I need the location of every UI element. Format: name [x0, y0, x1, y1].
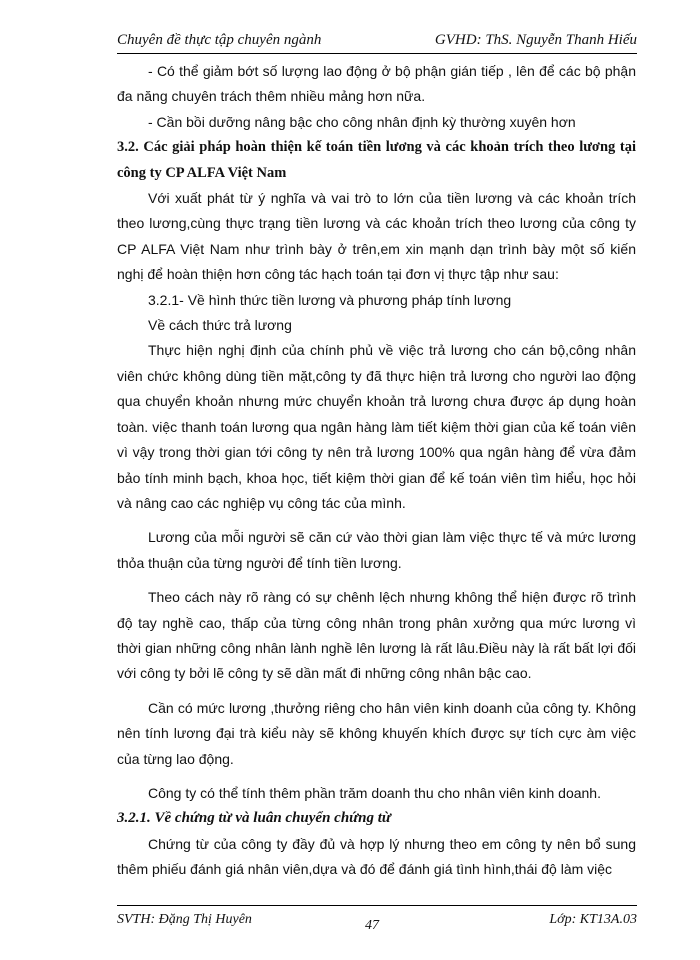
paragraph-salary-basis: Lương của mỗi người sẽ căn cứ vào thời gian làm việc thực tế và mức lương thỏa thuận của từng người để tính tiền lương.	[117, 529, 636, 571]
header-rule	[117, 53, 637, 54]
paragraph-sales-bonus: Cần có mức lương ,thưởng riêng cho hân viên kinh doanh của công ty. Không nên tính lương đại trà kiểu này sẽ không khuyến khích được sự tích cực àm việc của từng lao động.	[117, 699, 636, 767]
footer-rule	[117, 905, 637, 906]
section-heading-3-2: 3.2. Các giải pháp hoàn thiện kế toán tiền lương và các khoản trích theo lương tại công ty CP ALFA Việt Nam	[117, 139, 636, 181]
paragraph-revenue-percent: Công ty có thể tính thêm phần trăm doanh thu cho nhân viên kinh doanh.	[148, 784, 601, 801]
page-header	[117, 30, 637, 52]
paragraph-bank-transfer: Thực hiện nghị định của chính phủ về việc trả lương cho cán bộ,công nhân viên chức không dùng tiền mặt,công ty đã thực hiện trả lương cho người lao động qua chuyển khoản nhưng mức chuyển khoản trả lương chưa được áp dụng hoàn toàn. việc thanh toán lương qua ngân hàng làm tiết kiệm thời gian của kế toán viên vì vậy trong thời gian tới công ty nên trả lương 100% qua ngân hàng để vừa đảm bảo tính minh bạch, khoa học, tiết kiệm thời gian để kế toán viên tìm hiểu, học hỏi và nâng cao các nghiệp vụ công tác của mình.	[117, 342, 636, 511]
footer-student: SVTH: Đặng Thị Huyên	[117, 912, 252, 927]
bullet-train-workers: - Cần bồi dưỡng nâng bậc cho công nhân định kỳ thường xuyên hơn	[148, 113, 576, 130]
section-heading-documents: 3.2.1. Về chứng từ và luân chuyển chứng từ	[117, 810, 391, 827]
subsection-3-2-1: 3.2.1- Về hình thức tiền lương và phương pháp tính lương	[148, 291, 512, 308]
subheading-payment-method: Về cách thức trả lương	[148, 317, 292, 334]
paragraph-skill-gap: Theo cách này rõ ràng có sự chênh lệch nhưng không thể hiện được rõ trình độ tay nghề cao, thấp của từng công nhân trong phân xưởng qua mức lương vì thời gian những công nhân lành nghề lên lương là rất lâu.Điều này là rất bất lợi đối với công ty bởi lẽ công ty sẽ dần mất đi những công nhân bậc cao.	[117, 589, 636, 682]
header-supervisor: GVHD: ThS. Nguyễn Thanh Hiếu	[434, 32, 637, 48]
header-document-title: Chuyên đề thực tập chuyên ngành	[117, 32, 322, 48]
paragraph-intro: Với xuất phát từ ý nghĩa và vai trò to lớn của tiền lương và các khoản trích theo lương,cùng thực trạng tiền lương và các khoản trích theo lương của công ty CP ALFA Việt Nam như trình bày ở trên,em xin mạnh dạn trình bày một số kiến nghị để hoàn thiện hơn công tác hạch toán tại đơn vị thực tập như sau:	[117, 190, 636, 283]
bullet-reduce-indirect-staff: - Có thể giảm bớt số lượng lao động ở bộ phận gián tiếp , lên để các bộ phận đa năng chuyên trách thêm nhiều mảng hơn nữa.	[117, 63, 636, 105]
page-number: 47	[365, 918, 379, 933]
footer-class: Lớp: KT13A.03	[549, 912, 637, 927]
page-body	[117, 59, 636, 883]
paragraph-documents: Chứng từ của công ty đầy đủ và hợp lý nhưng theo em công ty nên bổ sung thêm phiếu đánh giá nhân viên,dựa và đó để đánh giá tình hình,thái độ làm việc	[117, 835, 636, 878]
page-footer	[117, 912, 637, 934]
